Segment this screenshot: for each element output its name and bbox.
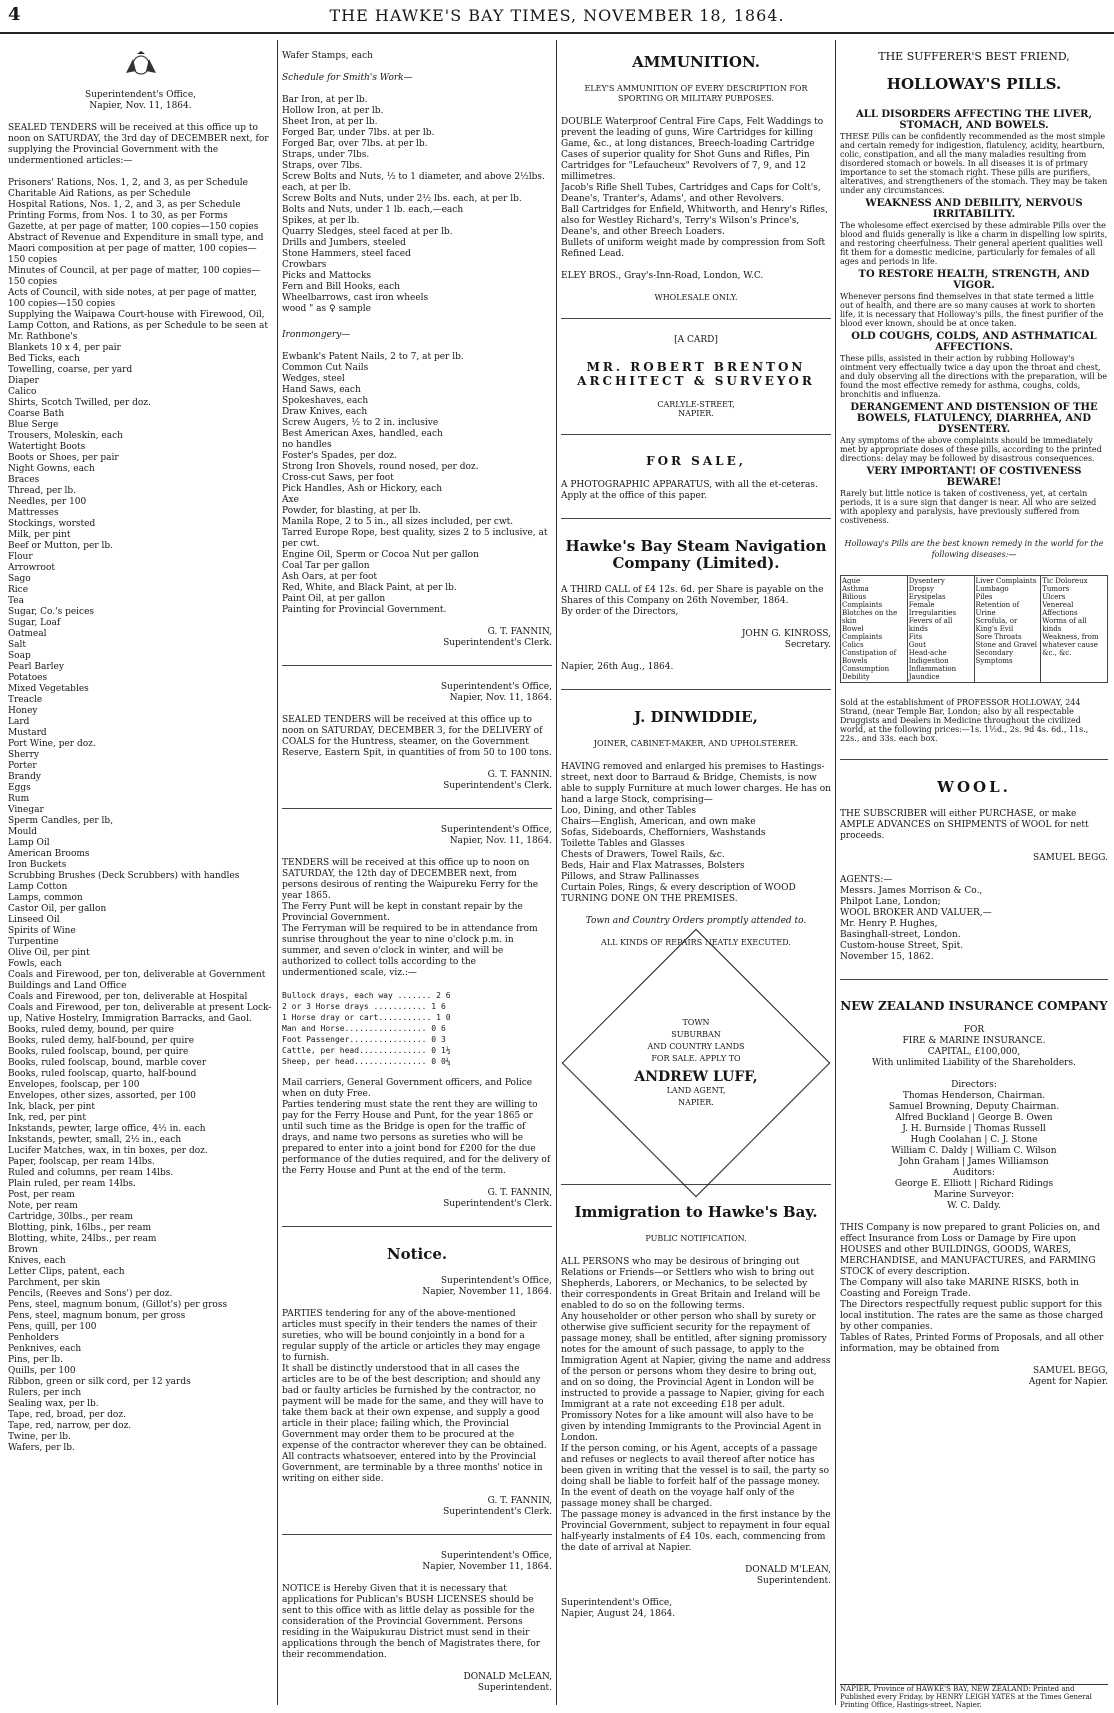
section-heading: DERANGEMENT AND DISTENSION OF THE BOWELS, FLATULENCY, DIARRHEA, AND DYSENTERY. [850, 402, 1098, 435]
divider [561, 689, 831, 690]
ad-body: DOUBLE Waterproof Central Fire Caps, Felt Waddings to prevent the leading of guns, Wire Cartridges for killing Game, &c., at long distances, Breech-loading Cartridge Cases of superior quality for Shot Guns and Rifles, Pin Cartridges for "Lefaucheux" Revolvers of 7, 9, and 12 millimetres. Jacob's Rifle Shell Tubes, Cartridges and Caps for Colt's, Deane's, Tranter's, Adams', and other Revolvers. Ball Cartridges for Enfield, Whitworth, and Henry's Rifles, also for Westley Richard's, Terry's Wilson's Prince's, Deane's, and other Breech Loaders. Bullets of uniform weight made by compression from Soft Refined Lead. [561, 117, 828, 259]
list-item: Crowbars [282, 260, 327, 270]
tender-item: Parchment, per skin [8, 1278, 101, 1288]
toll-scale [282, 990, 552, 1067]
tender-item: Pens, steel, magnum bonum, (Gillot's) per gross [8, 1300, 228, 1310]
tender-item: Books, ruled foolscap, quarto, half-bound [8, 1069, 197, 1079]
tender-item: Plain ruled, per ream 14lbs. [8, 1179, 136, 1189]
ad-heading: MR. ROBERT BRENTON ARCHITECT & SURVEYOR [577, 360, 815, 388]
tender-item: Arrowroot [8, 563, 55, 573]
section-body: THESE Pills can be confidently recommended as the most simple and certain remedy for indigestion, flatulency, acidity, heartburn, colic, constipation, and all the many maladies resulting from disordered stomach or bowels. In all diseases it is of primary importance to set the stomach right. These pills are purifiers, alteratives, and strengtheners of the stomach. They may be taken under any circumstances. [840, 132, 1108, 195]
divider [282, 1226, 552, 1227]
tender-item: Blue Serge [8, 420, 59, 430]
signature: SAMUEL BEGG, Agent for Napier. [1028, 1366, 1108, 1387]
tender-item: Fowls, each [8, 959, 62, 969]
tender-item: Potatoes [8, 673, 48, 683]
diamond-line: TOWN [682, 1018, 710, 1027]
tender-item: Envelopes, other sizes, assorted, per 100 [8, 1091, 196, 1101]
tender-item: Ink, red, per pint [8, 1113, 86, 1123]
section-heading: WEAKNESS AND DEBILITY, NERVOUS IRRITABILITY. [865, 198, 1083, 220]
tender-item: Hospital Rations, Nos. 1, 2, and 3, as per Schedule [8, 200, 241, 210]
tender-item: Coals and Firewood, per ton, deliverable at Government Buildings and Land Office [8, 970, 266, 991]
diamond-line: SUBURBAN [671, 1030, 721, 1039]
column-1 [8, 40, 273, 1705]
signature: G. T. FANNIN, Superintendent's Clerk. [443, 627, 552, 648]
tender-item: Salt [8, 640, 27, 650]
tender-item: Inkstands, pewter, small, 2½ in., each [8, 1135, 182, 1145]
tender-item: Quills, per 100 [8, 1366, 76, 1376]
toll-row: Sheep, per head............... 0 0¼ [282, 1057, 451, 1066]
tender-item: Prisoners' Rations, Nos. 1, 2, and 3, as per Schedule [8, 178, 248, 188]
list-item: Stone Hammers, steel faced [282, 249, 411, 259]
tender-item: Porter [8, 761, 37, 771]
notice-body: NOTICE is Hereby Given that it is necessary that applications for Publican's BUSH LICENSES should be sent to this office with as little delay as possible for the consideration of the Provincial Government. Persons residing in the Waipukurau District must send in their applications through the bench of Magistrates there, for their recommendation. [282, 1584, 541, 1660]
diamond-line: AND COUNTRY LANDS [647, 1042, 745, 1051]
tender-item: Stockings, worsted [8, 519, 96, 529]
section-body: Whenever persons find themselves in that state termed a little out of health, and there are so many causes at work to shorten life, it is necessary that Holloway's pills, the finest purifier of the blood ever known, should be at once taken. [840, 292, 1104, 328]
tender-item: Olive Oil, per pint [8, 948, 90, 958]
tender-item: Abstract of Revenue and Expenditure in small type, and Maori composition at per page of matter, 100 copies—150 copies [8, 233, 264, 265]
tender-item: Sugar, Co.'s peices [8, 607, 95, 617]
column-2 [282, 40, 552, 1705]
section-heading: OLD COUGHS, COLDS, AND ASTHMATICAL AFFECTIONS. [851, 331, 1097, 353]
diamond-line: LAND AGENT, [666, 1086, 726, 1095]
list-item: Coal Tar per gallon [282, 561, 370, 571]
tender-item: Towelling, coarse, per yard [8, 365, 133, 375]
list-item: Spokeshaves, each [282, 396, 369, 406]
ad-body: A PHOTOGRAPHIC APPARATUS, with all the et-ceteras. Apply at the office of this paper. [561, 480, 818, 501]
list-item: Spikes, at per lb. [282, 216, 360, 226]
tender-item: Treacle [8, 695, 43, 705]
ad-heading: Immigration to Hawke's Bay. [574, 1203, 818, 1221]
tender-item: Rulers, per inch [8, 1388, 82, 1398]
tender-item: Pencils, (Reeves and Sons') per doz. [8, 1289, 173, 1299]
tender-item: Iron Buckets [8, 860, 67, 870]
section-body: Rarely but little notice is taken of costiveness, yet, at certain periods, it is a sure sign that danger is near. All who are seized with apoplexy and paralysis, have previously suffered from costiveness. [840, 489, 1097, 525]
list-item: Axe [282, 495, 299, 505]
tender-item: Lucifer Matches, wax, in tin boxes, per doz. [8, 1146, 208, 1156]
tender-item: Coals and Firewood, per ton, deliverable at Hospital [8, 992, 248, 1002]
signature: SAMUEL BEGG. [1033, 853, 1108, 863]
tender-item: Boots or Shoes, per pair [8, 453, 119, 463]
ad-note: ALL KINDS OF REPAIRS NEATLY EXECUTED. [601, 938, 791, 947]
tender-item: Inkstands, pewter, large office, 4½ in. each [8, 1124, 206, 1134]
tender-item: Pens, steel, magnum bonum, per gross [8, 1311, 186, 1321]
column-3 [561, 40, 831, 1705]
tender-item: Needles, per 100 [8, 497, 87, 507]
masthead-bar [0, 0, 1114, 34]
signature: JOHN G. KINROSS, Secretary. [741, 629, 831, 650]
list-item: Strong Iron Shovels, round nosed, per doz. [282, 462, 479, 472]
list-item: Quarry Sledges, steel faced at per lb. [282, 227, 453, 237]
column-rule [835, 40, 836, 1705]
tender-item: Night Gowns, each [8, 464, 95, 474]
tender-item: Trousers, Moleskin, each [8, 431, 123, 441]
notice-body: PARTIES tendering for any of the above-mentioned articles must specify in their tenders the names of their sureties, who will be bound conjointly in a bond for a regular supply of the article or articles they may engage to furnish. It shall be distinctly understood that in all cases the articles are to be of the best description; and should any bad or faulty articles be furnished by the contractor, no payment will be made for the same, and they will have to take them back at their own expense, and supply a good article in their place; failing which, the Provincial Government may order them to be procured at the expense of the contractor wherever they can be obtained. All contracts whatsoever, entered into by the Provincial Government, are terminable by a three months' notice in writing on either side. [282, 1309, 547, 1484]
tender-item: Letter Clips, patent, each [8, 1267, 125, 1277]
ad-heading: NEW ZEALAND INSURANCE COMPANY [840, 999, 1108, 1013]
tender-item: Mould [8, 827, 38, 837]
list-item: Wedges, steel [282, 374, 345, 384]
list-item: Painting for Provincial Government. [282, 605, 447, 615]
tender-item: Beef or Mutton, per lb. [8, 541, 113, 551]
ad-heading: AMMUNITION. [632, 53, 760, 71]
tender-item: Linseed Oil [8, 915, 60, 925]
tender-item: Mixed Vegetables [8, 684, 89, 694]
tender-item: Books, ruled foolscap, bound, marble cover [8, 1058, 207, 1068]
ad-note: WHOLESALE ONLY. [654, 293, 738, 302]
tender-item: Braces [8, 475, 40, 485]
signature: G. T. FANNIN, Superintendent's Clerk. [443, 1496, 552, 1517]
section-heading: VERY IMPORTANT! OF COSTIVENESS BEWARE! [866, 466, 1082, 488]
royal-arms-icon [124, 51, 158, 77]
tender-item: Sago [8, 574, 31, 584]
signature: DONALD M'LEAN, Superintendent. [745, 1565, 831, 1586]
page-number: 4 [8, 4, 21, 25]
list-item: Screw Augers, ½ to 2 in. inclusive [282, 418, 439, 428]
tender-item: Coals and Firewood, per ton, deliverable at present Lock-up, Native Hostelry, Immigration Barracks, and Gaol. [8, 1003, 272, 1024]
tender-item: Supplying the Waipawa Court-house with Firewood, Oil, Lamp Cotton, and Rations, as per Schedule to be seen at Mr. Rathbone's [8, 310, 268, 342]
tender-item: Scrubbing Brushes (Deck Scrubbers) with handles [8, 871, 240, 881]
tender-item: Soap [8, 651, 31, 661]
diamond-name: ANDREW LUFF, [634, 1069, 758, 1085]
tender-item: Books, ruled foolscap, bound, per quire [8, 1047, 189, 1057]
tender-item: Sherry [8, 750, 39, 760]
ad-body: THE SUBSCRIBER will either PURCHASE, or make AMPLE ADVANCES on SHIPMENTS of WOOL for nett proceeds. [840, 809, 1089, 841]
tender-item: Blankets 10 x 4, per pair [8, 343, 121, 353]
list-item: Best American Axes, handled, each [282, 429, 443, 439]
tender-item: Wafers, per lb. [8, 1443, 75, 1453]
list-item: Common Cut Nails [282, 363, 369, 373]
ad-body: THIS Company is now prepared to grant Policies on, and effect Insurance from Loss or Damage by Fire upon HOUSES and other BUILDINGS, GOODS, WARES, MERCHANDISE, and MANUFACTURES, and FARMING STOCK of every description. The Company will also take MARINE RISKS, both in Coasting and Foreign Trade. The Directors respectfully request public support for this local institution. The rates are the same as those charged by other companies. Tables of Rates, Printed Forms of Proposals, and all other information, may be obtained from [840, 1223, 1104, 1354]
list-item: Wafer Stamps, each [282, 51, 373, 61]
divider [282, 665, 552, 666]
list-item: Tarred Europe Rope, best quality, sizes 2 to 5 inclusive, at per cwt. [282, 528, 548, 549]
ad-body: HAVING removed and enlarged his premises to Hastings-street, next door to Barraud & Bridge, Chemists, is now able to supply Furniture at much lower charges. He has on hand a large Stock, comprising— Loo, Dining, and other Tables Chairs—English, American, and own make Sofas, Sideboards, Chefforniers, Washstands Toilette Tables and Glasses Chests of Drawers, Towel Rails, &c. Beds, Hair and Flax Matrasses, Bolsters Pillows, and Straw Pallinasses Curtain Poles, Rings, & every description of WOOD TURNING DONE ON THE PREMISES. [561, 762, 831, 904]
ad-date: Napier, 26th Aug., 1864. [561, 662, 674, 672]
holloway-sections [840, 109, 1108, 525]
list-item: Sheet Iron, at per lb. [282, 117, 378, 127]
signature: G. T. FANNIN, Superintendent's Clerk. [443, 1188, 552, 1209]
office-dateline: Superintendent's Office, Napier, Nov. 11, 1864. [440, 825, 552, 846]
notice-body: TENDERS will be received at this office up to noon on SATURDAY, the 12th day of DECEMBER next, from persons desirous of renting the Waipureku Ferry for the year 1865. The Ferry Punt will be kept in constant repair by the Provincial Government. The Ferryman will be required to be in attendance from sunrise throughout the year to nine o'clock p.m. in summer, and seven o'clock in winter, and will be authorized to collect tolls according to the undermentioned scale, viz.:— [282, 858, 539, 978]
tender-item: Sugar, Loaf [8, 618, 61, 628]
list-item: Ash Oars, at per foot [282, 572, 378, 582]
disease-cell: Tic Doloreux Tumors Ulcers Venereal Affections Worms of all kinds Weakness, from whatever cause &c., &c. [1041, 576, 1107, 682]
tender-item: Ribbon, green or silk cord, per 12 yards [8, 1377, 191, 1387]
signature: DONALD McLEAN, Superintendent. [463, 1672, 552, 1693]
ad-signature: ELEY BROS., Gray's-Inn-Road, London, W.C. [561, 271, 764, 281]
divider [561, 434, 831, 435]
tender-item: Acts of Council, with side notes, at per page of matter, 100 copies—150 copies [8, 288, 257, 309]
notice-body: Mail carriers, General Government officers, and Police when on duty Free. Parties tendering must state the rent they are willing to pay for the Ferry House and Punt, for the year 1865 or until such time as the Bridge is open for the traffic of drays, and name two persons as sureties who will be prepared to enter into a joint bond for £200 for the due performance of the duties required, and for the delivery of the Ferry House and Punt at the end of the term. [282, 1078, 551, 1176]
divider [282, 808, 552, 809]
list-item: Forged Bar, over 7lbs. at per lb. [282, 139, 428, 149]
list-item: Hollow Iron, at per lb. [282, 106, 384, 116]
tender-item: Tape, red, narrow, per doz. [8, 1421, 132, 1431]
toll-row: 2 or 3 Horse drays ........... 1 6 [282, 1002, 446, 1011]
divider [840, 759, 1108, 760]
ad-note: Town and Country Orders promptly attended to. [585, 916, 807, 926]
tender-item: Mattresses [8, 508, 59, 518]
tender-item: Penholders [8, 1333, 59, 1343]
tender-item: Lamps, common [8, 893, 83, 903]
land-agent-diamond [562, 929, 831, 1198]
tender-item: Turpentine [8, 937, 59, 947]
card-label: [A CARD] [674, 335, 718, 345]
list-item: Bar Iron, at per lb. [282, 95, 368, 105]
list-item: no handles [282, 440, 332, 450]
divider [840, 979, 1108, 980]
list-item: Foster's Spades, per doz. [282, 451, 397, 461]
tender-item: Tape, red, broad, per doz. [8, 1410, 126, 1420]
toll-row: Man and Horse................. 0 6 [282, 1024, 446, 1033]
tender-item: Pearl Barley [8, 662, 64, 672]
ad-subheading: PUBLIC NOTIFICATION. [645, 1234, 747, 1243]
tender-item: Ruled and columns, per ream 14lbs. [8, 1168, 174, 1178]
tender-item: Lard [8, 717, 30, 727]
list-item: Picks and Mattocks [282, 271, 372, 281]
tender-item: Brown [8, 1245, 38, 1255]
tender-item: Castor Oil, per gallon [8, 904, 107, 914]
section-body: These pills, assisted in their action by rubbing Holloway's ointment very effectually twice a day upon the throat and chest, and duly observing all the directions with the preparation, will be found the most effective remedy for asthma, coughs, colds, bronchitis and influenza. [840, 354, 1108, 399]
office-dateline: Superintendent's Office, Napier, Nov. 11, 1864. [440, 682, 552, 703]
list-item: Powder, for blasting, at per lb. [282, 506, 421, 516]
list-item: Screw Bolts and Nuts, under 2½ lbs. each, at per lb. [282, 194, 522, 204]
list-item: Fern and Bill Hooks, each [282, 282, 400, 292]
list-item: Pick Handles, Ash or Hickory, each [282, 484, 443, 494]
section-heading: TO RESTORE HEALTH, STRENGTH, AND VIGOR. [858, 269, 1090, 291]
list-item: Straps, over 7lbs. [282, 161, 363, 171]
tender-item: Lamp Cotton [8, 882, 68, 892]
diamond-line: FOR SALE. APPLY TO [651, 1054, 741, 1063]
tender-item: Milk, per pint [8, 530, 71, 540]
divider [282, 1534, 552, 1535]
list-item: Ewbank's Patent Nails, 2 to 7, at per lb. [282, 352, 464, 362]
ad-heading: Hawke's Bay Steam Navigation Company (Limited). [565, 537, 827, 572]
tender-item: Sealing wax, per lb. [8, 1399, 99, 1409]
list-item: Paint Oil, at per gallon [282, 594, 386, 604]
list-item: Red, White, and Black Paint, at per lb. [282, 583, 457, 593]
list-item: Bolts and Nuts, under 1 lb. each,—each [282, 205, 464, 215]
section-body: The wholesome effect exercised by these admirable Pills over the blood and fluids generally is like a charm in dispelling low spirits, and restoring cheerfulness. Their general aperient qualities well fit them for a domestic medicine, particularly for females of all ages and periods in life. [840, 221, 1108, 266]
notice-heading: Notice. [386, 1245, 448, 1263]
tender-item: Blotting, white, 24lbs., per ream [8, 1234, 157, 1244]
tender-item: Port Wine, per doz. [8, 739, 96, 749]
ad-heading: J. DINWIDDIE, [634, 708, 758, 726]
office-dateline: Superintendent's Office, Napier, November 11, 1864. [422, 1551, 552, 1572]
tender-item: Coarse Bath [8, 409, 65, 419]
column-rule [556, 40, 557, 1705]
tender-item: Cartridge, 30lbs., per ream [8, 1212, 133, 1222]
list-item: Drills and Jumbers, steeled [282, 238, 406, 248]
column-rule [277, 40, 278, 1705]
tender-item: Pins, per lb. [8, 1355, 63, 1365]
list-item: Manila Rope, 2 to 5 in., all sizes included, per cwt. [282, 517, 514, 527]
tender-item: Thread, per lb. [8, 486, 77, 496]
list-item: Screw Bolts and Nuts, ½ to 1 diameter, and above 2½lbs. each, at per lb. [282, 172, 545, 193]
notice-body: SEALED TENDERS will be received at this office up to noon on SATURDAY, DECEMBER 3, for the DELIVERY of COALS for the Huntress, steamer, on the Government Reserve, Eastern Spit, in quantities of from 50 to 100 tons. [282, 715, 552, 758]
section-heading: ALL DISORDERS AFFECTING THE LIVER, STOMACH, AND BOWELS. [856, 109, 1092, 131]
tender-item: Charitable Aid Rations, as per Schedule [8, 189, 191, 199]
disease-cell: Liver Complaints Lumbago Piles Retention of Urine Scrofula, or King's Evil Sore Throats Stone and Gravel Secondary Symptoms [975, 576, 1041, 682]
list-item: Cross-cut Saws, per foot [282, 473, 394, 483]
office-dateline: Superintendent's Office, Napier, August 24, 1864. [561, 1598, 676, 1619]
tender-item: Spirits of Wine [8, 926, 76, 936]
tender-item-list [8, 178, 273, 1454]
toll-row: 1 Horse dray or cart........... 1 0 [282, 1013, 451, 1022]
disease-table [840, 575, 1108, 683]
imprint-footer: NAPIER, Province of HAWKE'S BAY, NEW ZEALAND: Printed and Published every Friday, by HENRY LEIGH YATES at the Times General Printing Office, Hastings-street, Napier. [840, 1684, 1108, 1709]
tender-intro: SEALED TENDERS will be received at this office up to noon on SATURDAY, the 3rd day of DECEMBER next, for supplying the Provincial Government with the undermentioned articles:— [8, 123, 269, 166]
ad-kicker: THE SUFFERER'S BEST FRIEND, [878, 50, 1070, 63]
ad-note: Holloway's Pills are the best known remedy in the world for the following diseases:— [844, 539, 1104, 559]
tender-item: Penknives, each [8, 1344, 82, 1354]
agents-list: AGENTS:— Messrs. James Morrison & Co., Philpot Lane, London; WOOL BROKER AND VALUER,— Mr. Henry P. Hughes, Basinghall-street, London. Custom-house Street, Spit. November 15, 1862. [840, 875, 992, 962]
tender-item: Watertight Boots [8, 442, 86, 452]
ad-address: CARLYLE-STREET, NAPIER. [657, 400, 735, 418]
tender-item: Envelopes, foolscap, per 100 [8, 1080, 140, 1090]
divider [561, 318, 831, 319]
toll-row: Bullock drays, each way ....... 2 6 [282, 991, 451, 1000]
list-item: Draw Knives, each [282, 407, 368, 417]
ad-heading: WOOL. [937, 778, 1011, 796]
tender-item: Shirts, Scotch Twilled, per doz. [8, 398, 151, 408]
toll-row: Cattle, per head.............. 0 1½ [282, 1046, 451, 1055]
ironmongery-list [282, 352, 552, 616]
tender-item: Ink, black, per pint [8, 1102, 96, 1112]
list-item: Wheelbarrows, cast iron wheels [282, 293, 429, 303]
list-item: Engine Oil, Sperm or Cocoa Nut per gallon [282, 550, 479, 560]
section-heading: Schedule for Smith's Work— [282, 73, 413, 83]
tender-item: Lamp Oil [8, 838, 50, 848]
office-dateline: Superintendent's Office, Napier, November 11, 1864. [422, 1276, 552, 1297]
ad-body: ALL PERSONS who may be desirous of bringing out Relations or Friends—or Settlers who wish to bring out Shepherds, Laborers, or Mechanics, to be selected by their correspondents in Great Britain and Ireland will be enabled to do so on the following terms. Any householder or other person who shall by surety or otherwise give sufficient security for the repayment of passage money, shall be entitled, after signing promissory notes for the amount of such passage, to apply to the Immigration Agent at Napier, giving the name and address of the person or persons whom they desire to bring out, and on so doing, the Provincial Agent in London will be instructed to provide a passage to Napier, giving for each Immigrant at a rate not exceeding £18 per adult. Promissory Notes for a like amount will also have to be given by intending Immigrants to the Provincial Agent in London. If the person coming, or his Agent, accepts of a passage and refuses or neglects to avail thereof after notice has been given in writing that the vessel is to sail, the party so doing shall be liable to forfeit half of the passage money. In the event of death on the voyage half only of the passage money shall be charged. The passage money is advanced in the first instance by the Provincial Government, subject to repayment in four equal half-yearly instalments of £4 10s. each, commencing from the date of arrival at Napier. [561, 1257, 831, 1553]
tender-item: Brandy [8, 772, 41, 782]
tender-item: Rum [8, 794, 30, 804]
tender-item: Paper, foolscap, per ream 14lbs. [8, 1157, 155, 1167]
tender-item: Gazette, at per page of matter, 100 copies—150 copies [8, 222, 259, 232]
ad-subheading: ELEY'S AMMUNITION OF EVERY DESCRIPTION FOR SPORTING OR MILITARY PURPOSES. [584, 84, 808, 103]
ad-body: Sold at the establishment of PROFESSOR HOLLOWAY, 244 Strand, (near Temple Bar, London; also by all respectable Druggists and Dealers in Medicine throughout the civilized world, at the following prices:—1s. 1½d., 2s. 9d 4s. 6d., 11s., 22s., and 33s. each box. [840, 698, 1089, 743]
tender-item: Printing Forms, from Nos. 1 to 30, as per Forms [8, 211, 228, 221]
office-dateline: Superintendent's Office, Napier, Nov. 11, 1864. [84, 90, 197, 111]
disease-cell: Ague Asthma Bilious Complaints Blotches on the skin Bowel Complaints Colics Constipation of Bowels Consumption Debility [841, 576, 907, 682]
divider [561, 518, 831, 519]
section-body: Any symptoms of the above complaints should be immediately met by appropriate doses of these pills, according to the printed directions: delay may be followed by disastrous consequences. [840, 436, 1102, 463]
tender-item: Books, ruled demy, half-bound, per quire [8, 1036, 195, 1046]
diamond-line: NAPIER. [678, 1098, 714, 1107]
ad-heading: FOR SALE, [646, 454, 746, 468]
list-item: Hand Saws, each [282, 385, 361, 395]
tender-item: Bed Ticks, each [8, 354, 80, 364]
smith-work-list [282, 95, 552, 315]
list-item: Straps, under 7lbs. [282, 150, 370, 160]
tender-item: Note, per ream [8, 1201, 78, 1211]
tender-item: Honey [8, 706, 38, 716]
section-heading: Ironmongery— [282, 330, 351, 340]
tender-item: Flour [8, 552, 33, 562]
tender-item: Books, ruled demy, bound, per quire [8, 1025, 174, 1035]
tender-item: Calico [8, 387, 37, 397]
ad-subheading: FOR FIRE & MARINE INSURANCE. CAPITAL, £100,000, With unlimited Liability of the Shareholders. [872, 1025, 1076, 1068]
tender-item: Pens, quill, per 100 [8, 1322, 97, 1332]
tender-item: Minutes of Council, at per page of matter, 100 copies—150 copies [8, 266, 261, 287]
tender-item: American Brooms [8, 849, 90, 859]
masthead-title: THE HAWKE'S BAY TIMES, NOVEMBER 18, 1864. [329, 6, 785, 25]
tender-item: Twine, per lb. [8, 1432, 71, 1442]
toll-row: Foot Passenger................ 0 3 [282, 1035, 446, 1044]
tender-item: Diaper [8, 376, 39, 386]
list-item: wood " as ♀ sample [282, 304, 371, 314]
column-4 [840, 40, 1108, 1705]
disease-cell: Dysentery Dropsy Erysipelas Female Irregularities Fevers of all kinds Fits Gout Head-ache Indigestion Inflammation Jaundice [908, 576, 974, 682]
tender-item: Oatmeal [8, 629, 47, 639]
ad-subheading: JOINER, CABINET-MAKER, AND UPHOLSTERER. [593, 739, 799, 748]
tender-item: Eggs [8, 783, 31, 793]
ad-heading: HOLLOWAY'S PILLS. [886, 75, 1062, 93]
tender-item: Tea [8, 596, 24, 606]
tender-item: Sperm Candles, per lb, [8, 816, 114, 826]
signature: G. T. FANNIN. Superintendent's Clerk. [443, 770, 552, 791]
tender-item: Knives, each [8, 1256, 66, 1266]
tender-item: Mustard [8, 728, 47, 738]
tender-item: Vinegar [8, 805, 44, 815]
ad-body: A THIRD CALL of £4 12s. 6d. per Share is payable on the Shares of this Company on 26th November, 1864. By order of the Directors, [561, 585, 824, 617]
tender-item: Post, per ream [8, 1190, 75, 1200]
tender-item: Blotting, pink, 16lbs., per ream [8, 1223, 151, 1233]
list-item: Forged Bar, under 7lbs. at per lb. [282, 128, 435, 138]
directors-list: Directors: Thomas Henderson, Chairman. Samuel Browning, Deputy Chairman. Alfred Buckland | George B. Owen J. H. Burnside | Thomas Russell Hugh Coolahan | C. J. Stone William C. Daldy | William C. Wilson John Graham | James Williamson Auditors: George E. Elliott | Richard Ridings Marine Surveyor: W. C. Daldy. [888, 1080, 1060, 1211]
tender-item: Rice [8, 585, 29, 595]
